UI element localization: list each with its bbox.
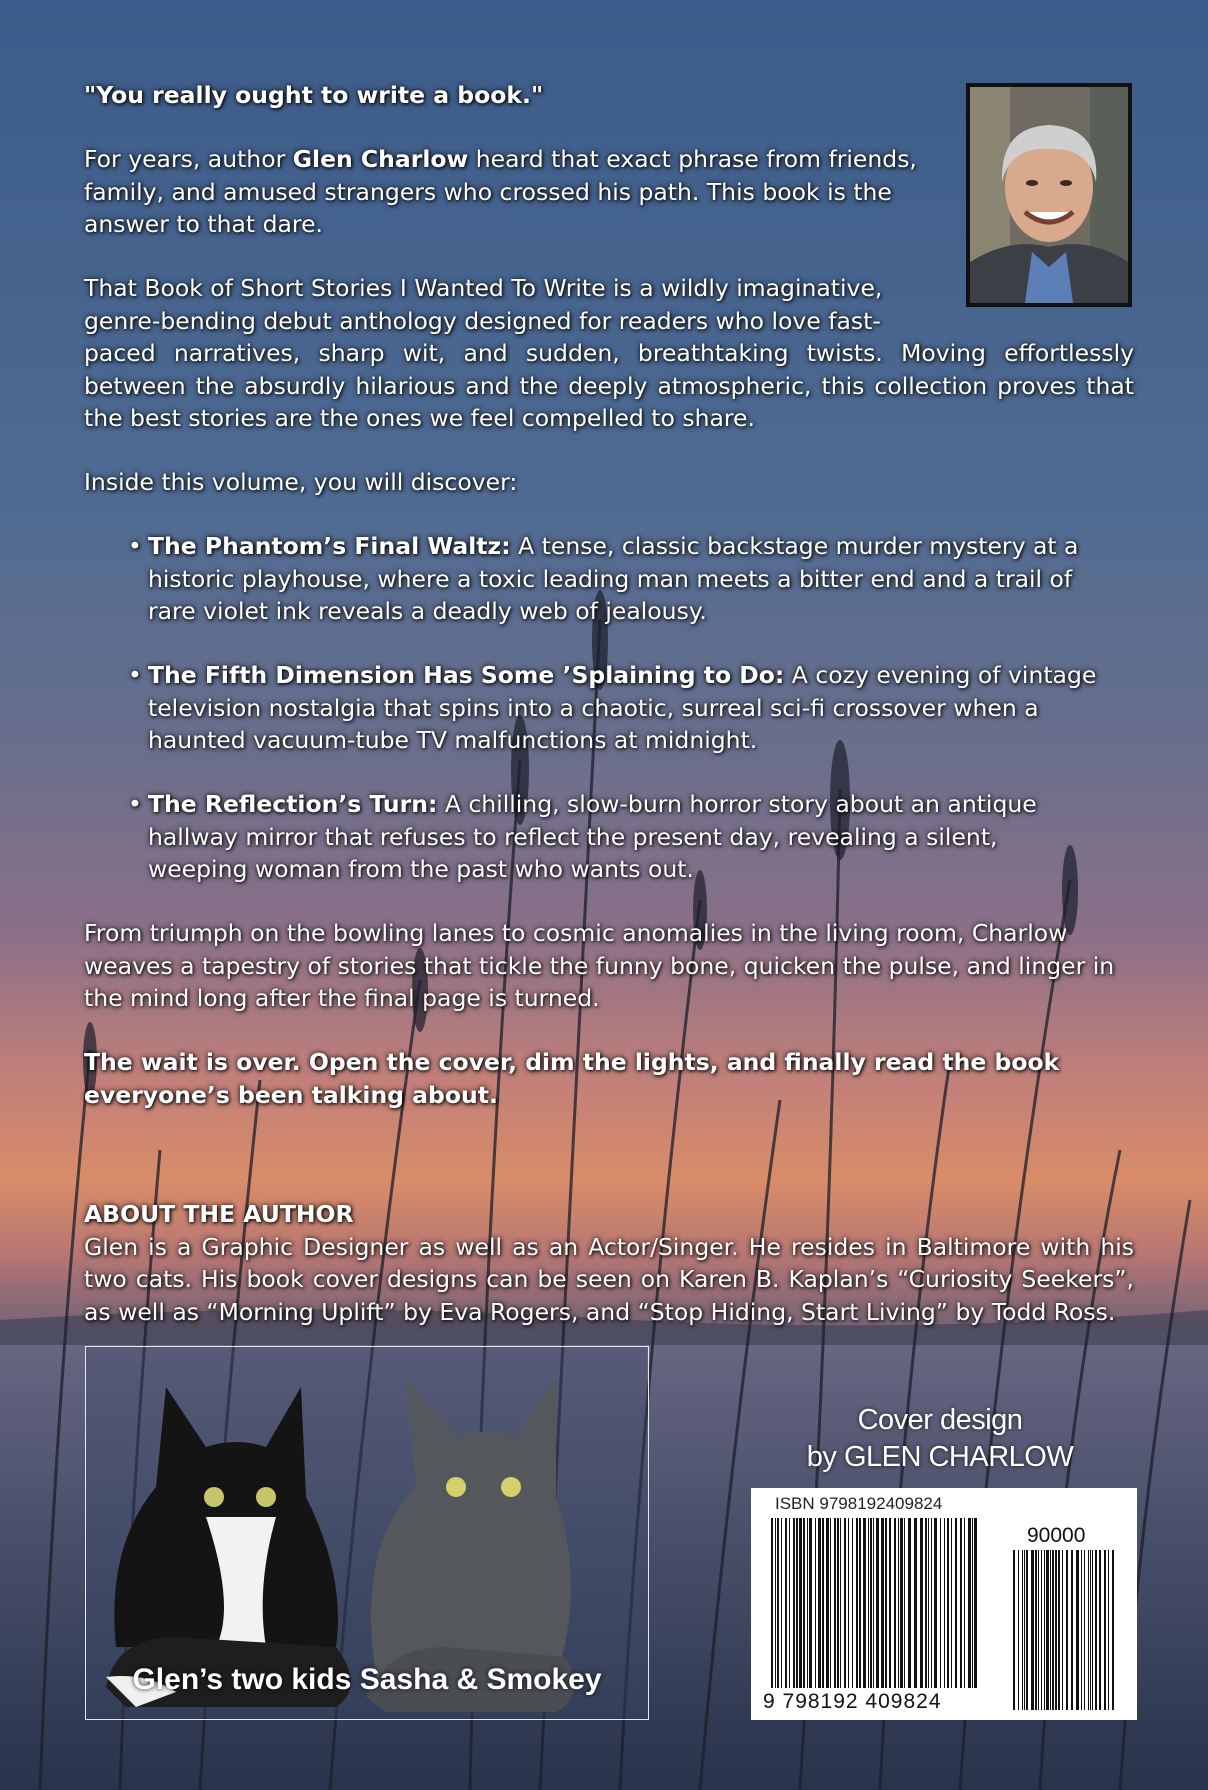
intro-paragraph-1: For years, author Glen Charlow heard that exact phrase from friends, family, and amused strangers who crossed his path. This book is the answer to that dare. bbox=[84, 145, 917, 238]
about-author bbox=[84, 1198, 1134, 1328]
isbn-barcode bbox=[751, 1488, 1137, 1720]
story-item: • The Reflection’s Turn: A chilling, slow-burn horror story about an antique hallway mirror that refuses to reflect the present day, revealing a silent, weeping woman from the past who wants out. bbox=[128, 788, 1098, 886]
cover-credit: Cover design by GLEN CHARLOW bbox=[806, 1404, 1074, 1473]
about-text: Glen is a Graphic Designer as well as an Actor/Singer. He resides in Baltimore with his two cats. His book cover designs can be seen on Karen B. Kaplan’s “Curiosity Seekers”, as well as “Morning Uplift” by Eva Rogers, and “Stop Hiding, Start Living” by Todd Ross. bbox=[84, 1232, 1134, 1326]
isbn-digits: 9 798192 409824 bbox=[763, 1690, 942, 1713]
closing-callout: The wait is over. Open the cover, dim the lights, and finally read the book everyone’s been talking about. bbox=[84, 1048, 1060, 1109]
story-item: • The Phantom’s Final Waltz: A tense, classic backstage murder mystery at a historic playhouse, where a toxic leading man meets a bitter end and a trail of rare violet ink reveals a deadly web of jealousy. bbox=[128, 530, 1098, 628]
intro-paragraph-2: That Book of Short Stories I Wanted To Write is a wildly imaginative, genre-bending debut anthology designed for readers who love fast- paced narratives, sharp wit, and sudden, breathtaking twists. Moving effortlessly between the absurdly hilarious and the deeply atmospheric, this collection proves that the best stories are the ones we feel compelled to share. bbox=[84, 274, 1134, 432]
closing-paragraph: From triumph on the bowling lanes to cosmic anomalies in the living room, Charlow weaves a tapestry of stories that tickle the funny bone, quicken the pulse, and linger in the mind long after the final page is turned. bbox=[84, 919, 1115, 1012]
cats-photo bbox=[85, 1346, 649, 1720]
barcode-bars bbox=[751, 1488, 1137, 1720]
price-code: 90000 bbox=[1027, 1524, 1086, 1547]
author-name: Glen Charlow bbox=[292, 145, 469, 173]
opening-quote: "You really ought to write a book." bbox=[84, 81, 544, 109]
inside-intro: Inside this volume, you will discover: bbox=[84, 468, 518, 496]
about-heading: ABOUT THE AUTHOR bbox=[84, 1200, 354, 1228]
isbn-label: ISBN 9798192409824 bbox=[775, 1494, 943, 1513]
story-item: • The Fifth Dimension Has Some ’Splaining to Do: A cozy evening of vintage television nostalgia that spins into a chaotic, surreal sci-fi crossover when a haunted vacuum-tube TV malfunctions at midnight. bbox=[128, 659, 1098, 757]
cats-caption: Glen’s two kids Sasha & Smokey bbox=[132, 1663, 602, 1696]
